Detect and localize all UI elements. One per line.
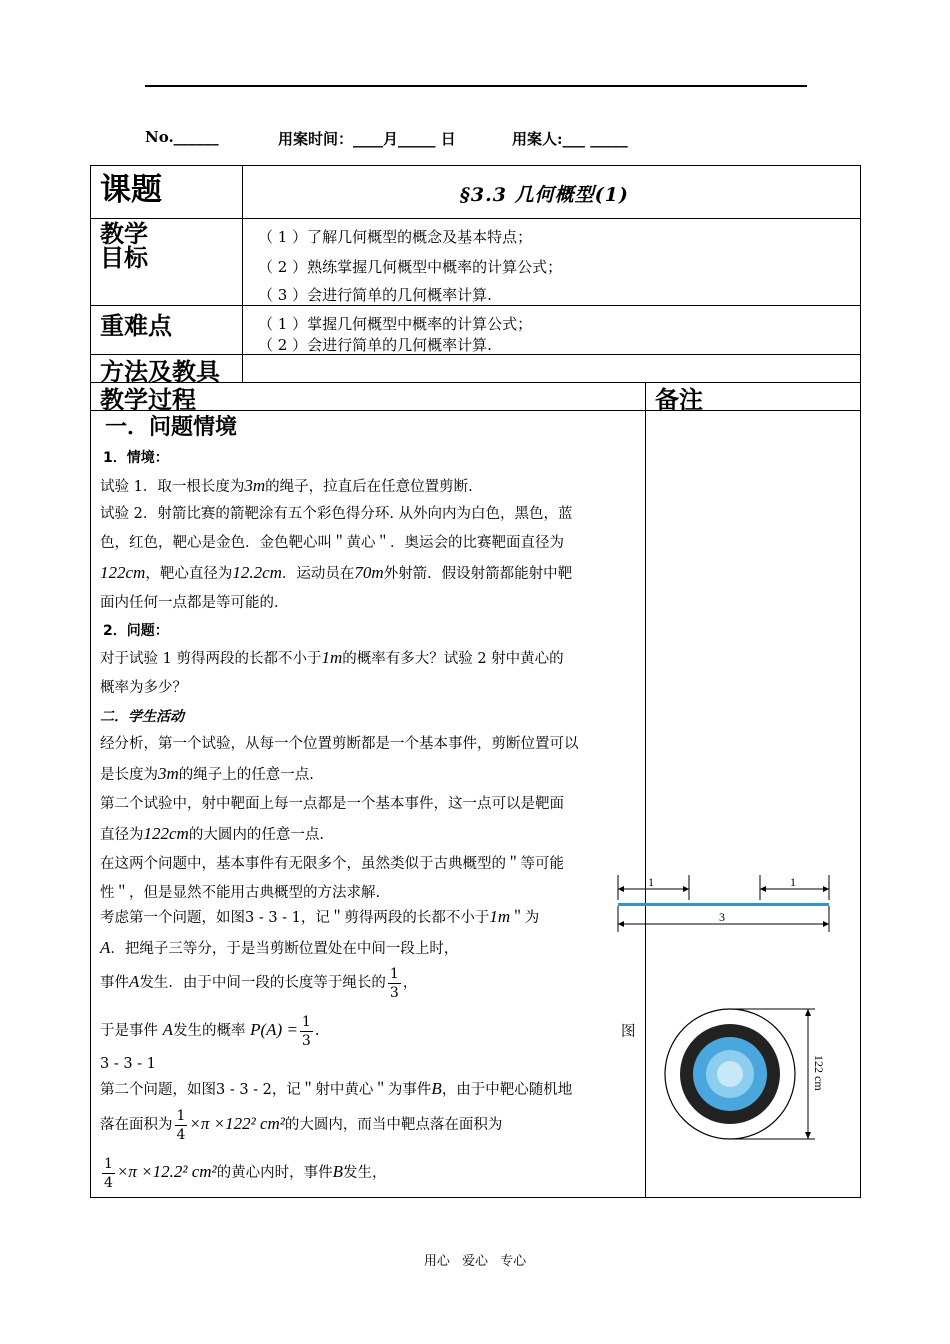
text-line: 性＂，但是显然不能用古典概型的方法求解.: [100, 885, 381, 901]
header-rule: [145, 85, 807, 87]
fraction: [175, 1107, 188, 1144]
page-footer: 用心 爱心 专心: [423, 1254, 527, 1269]
text-line: [100, 643, 638, 674]
denominator: 4: [176, 1126, 186, 1143]
text-line: 经分析，第一个试验，从每一个位置剪断都是一个基本事件，剪断位置可以: [100, 736, 579, 752]
text: 的绳子上的任意一点.: [178, 767, 314, 783]
text-line: [100, 558, 638, 589]
math: P(A) =: [250, 1020, 298, 1039]
text: ，记＂剪得两段的长都不小于: [300, 910, 490, 926]
case-date: 用案时间：____月_____ 日: [278, 130, 456, 148]
text: 的大圆内，而当中靶点落在面积为: [284, 1117, 503, 1133]
math: 1m: [321, 648, 343, 667]
denominator: 4: [104, 1174, 113, 1191]
denominator: 3: [389, 984, 399, 1001]
goal-item: （ 3 ）会进行简单的几何概率计算.: [258, 286, 492, 304]
text: ，: [402, 975, 418, 991]
column-divider: [242, 165, 243, 382]
text-line: 第二个试验中，射中靶面上每一点都是一个基本事件，这一点可以是靶面: [100, 796, 564, 812]
case-number: No.______: [145, 128, 219, 146]
text: 直径为: [100, 827, 144, 843]
paragraph-fraction-line: [100, 962, 638, 1003]
column-divider: [645, 382, 646, 1198]
paragraph-analysis: [100, 730, 638, 908]
math: B: [431, 1079, 442, 1098]
subsection-heading: 1．情境：: [103, 450, 169, 466]
text: ．把绳子三等分，于是当剪断位置处在中间一段上时，: [110, 941, 459, 957]
text: 发生．由于中间一段的长度等于绳长的: [139, 975, 386, 991]
figure-ref: 3 - 3 - 2: [216, 1082, 272, 1098]
math: 3m: [158, 764, 179, 783]
text-line: 面内任何一点都是等可能的.: [100, 595, 279, 611]
text: ，由于中靶心随机地: [441, 1082, 573, 1098]
row-divider: [90, 305, 861, 306]
paragraph-question: [100, 643, 638, 703]
text: 的大圆内的任意一点.: [188, 827, 324, 843]
math: ×π ×12.2² cm²: [116, 1162, 217, 1181]
keypoint-item: （ 2 ）会进行简单的几何概率计算.: [258, 336, 492, 354]
text: 的绳子，拉直后在任意位置剪断.: [265, 479, 473, 495]
figure-caption: 图: [621, 1024, 636, 1040]
subsection-heading: 2．问题：: [103, 623, 169, 639]
text: 发生，: [343, 1165, 387, 1181]
paragraph-experiment-2: [100, 500, 638, 618]
goal-item: （ 1 ）了解几何概型的概念及基本特点；: [258, 228, 533, 246]
goal-label-2: 目标: [100, 244, 148, 272]
math: 3m: [244, 476, 266, 495]
math: 70m: [354, 563, 384, 582]
text: 对于试验 1 剪得两段的长都不小于: [100, 651, 322, 667]
text-line: [100, 819, 638, 850]
goal-label-1: 教学: [100, 220, 148, 248]
text: ＂为: [510, 910, 540, 926]
text: 是长度为: [100, 767, 158, 783]
text-line: [100, 933, 610, 964]
math: 12.2cm: [232, 563, 282, 582]
section-heading: 二．学生活动: [100, 709, 184, 725]
text: ．运动员在: [281, 566, 355, 582]
goal-item: （ 2 ）熟练掌握几何概型中概率的计算公式；: [258, 258, 563, 276]
topic-label: 课题: [100, 172, 162, 208]
rope-diagram: [612, 870, 837, 940]
text-line: 概率为多少？: [100, 680, 187, 696]
text: 的概率有多大？试验 2 射中黄心的: [342, 651, 564, 667]
numerator: 1: [104, 1155, 113, 1172]
paragraph-problem-1: [100, 902, 610, 964]
numerator: 1: [301, 1013, 311, 1030]
figure-ref: 3 - 3 - 1: [245, 910, 301, 926]
text: 事件: [100, 975, 129, 991]
text: ，记＂射中黄心＂为事件: [271, 1082, 432, 1098]
keypoint-label: 重难点: [100, 312, 172, 340]
text-line: 色，红色，靶心是金色．金色靶心叫＂黄心＂．奥运会的比赛靶面直径为: [100, 535, 564, 551]
math: ×π ×122² cm²: [189, 1114, 285, 1133]
text-line: [100, 759, 638, 790]
segment-label-right: 1: [790, 875, 796, 889]
case-user: 用案人:___ _____: [512, 130, 628, 148]
method-label: 方法及教具: [100, 358, 220, 386]
fraction: [102, 1155, 115, 1192]
math: 122cm: [100, 563, 146, 582]
total-length-label: 3: [719, 910, 725, 924]
numerator: 1: [389, 965, 399, 982]
paragraph-problem-2: [100, 1074, 638, 1105]
text: .: [314, 1023, 320, 1039]
target-diagram: [660, 1005, 840, 1145]
fraction: [388, 965, 401, 1002]
segment-label-left: 1: [648, 875, 654, 889]
section-heading: 一．问题情境: [105, 415, 238, 440]
paragraph-probability: [100, 1010, 638, 1051]
topic-title: §3.3 几何概型(1): [460, 184, 629, 206]
math: A: [162, 1020, 173, 1039]
denominator: 3: [301, 1032, 311, 1049]
text: 落在面积为: [100, 1117, 173, 1133]
math: 1m: [489, 907, 511, 926]
math: B: [332, 1162, 344, 1181]
math: A: [100, 938, 111, 957]
notes-label: 备注: [655, 386, 703, 414]
text-line: 在这两个问题中，基本事件有无限多个，虽然类似于古典概型的＂等可能: [100, 856, 564, 872]
text-line: [100, 902, 610, 933]
target-bullseye: [717, 1061, 743, 1087]
fraction: [300, 1013, 313, 1050]
paragraph-area-1: [100, 1104, 638, 1145]
text: 第二个问题，如图: [100, 1082, 216, 1098]
text: 外射箭．假设射箭都能射中靶: [383, 566, 573, 582]
diameter-label: 122 cm: [812, 1055, 826, 1091]
paragraph-experiment-1: [100, 471, 638, 502]
text-line: 试验 2．射箭比赛的箭靶涂有五个彩色得分环. 从外向内为白色，黑色，蓝: [100, 506, 573, 522]
text: 发生的概率: [173, 1023, 246, 1039]
figure-caption: 3 - 3 - 1: [100, 1056, 156, 1072]
text: 试验 1．取一根长度为: [100, 479, 245, 495]
text: ，靶心直径为: [145, 566, 233, 582]
process-label: 教学过程: [100, 386, 196, 414]
text: 考虑第一个问题，如图: [100, 910, 245, 926]
math: A: [129, 972, 140, 991]
numerator: 1: [176, 1107, 186, 1124]
keypoint-item: （ 1 ）掌握几何概型中概率的计算公式；: [258, 315, 533, 333]
row-divider: [90, 218, 861, 219]
paragraph-area-2: [100, 1152, 638, 1193]
text: 的黄心内时，事件: [216, 1165, 333, 1181]
math: 122cm: [143, 824, 189, 843]
text: 于是事件: [100, 1023, 158, 1039]
